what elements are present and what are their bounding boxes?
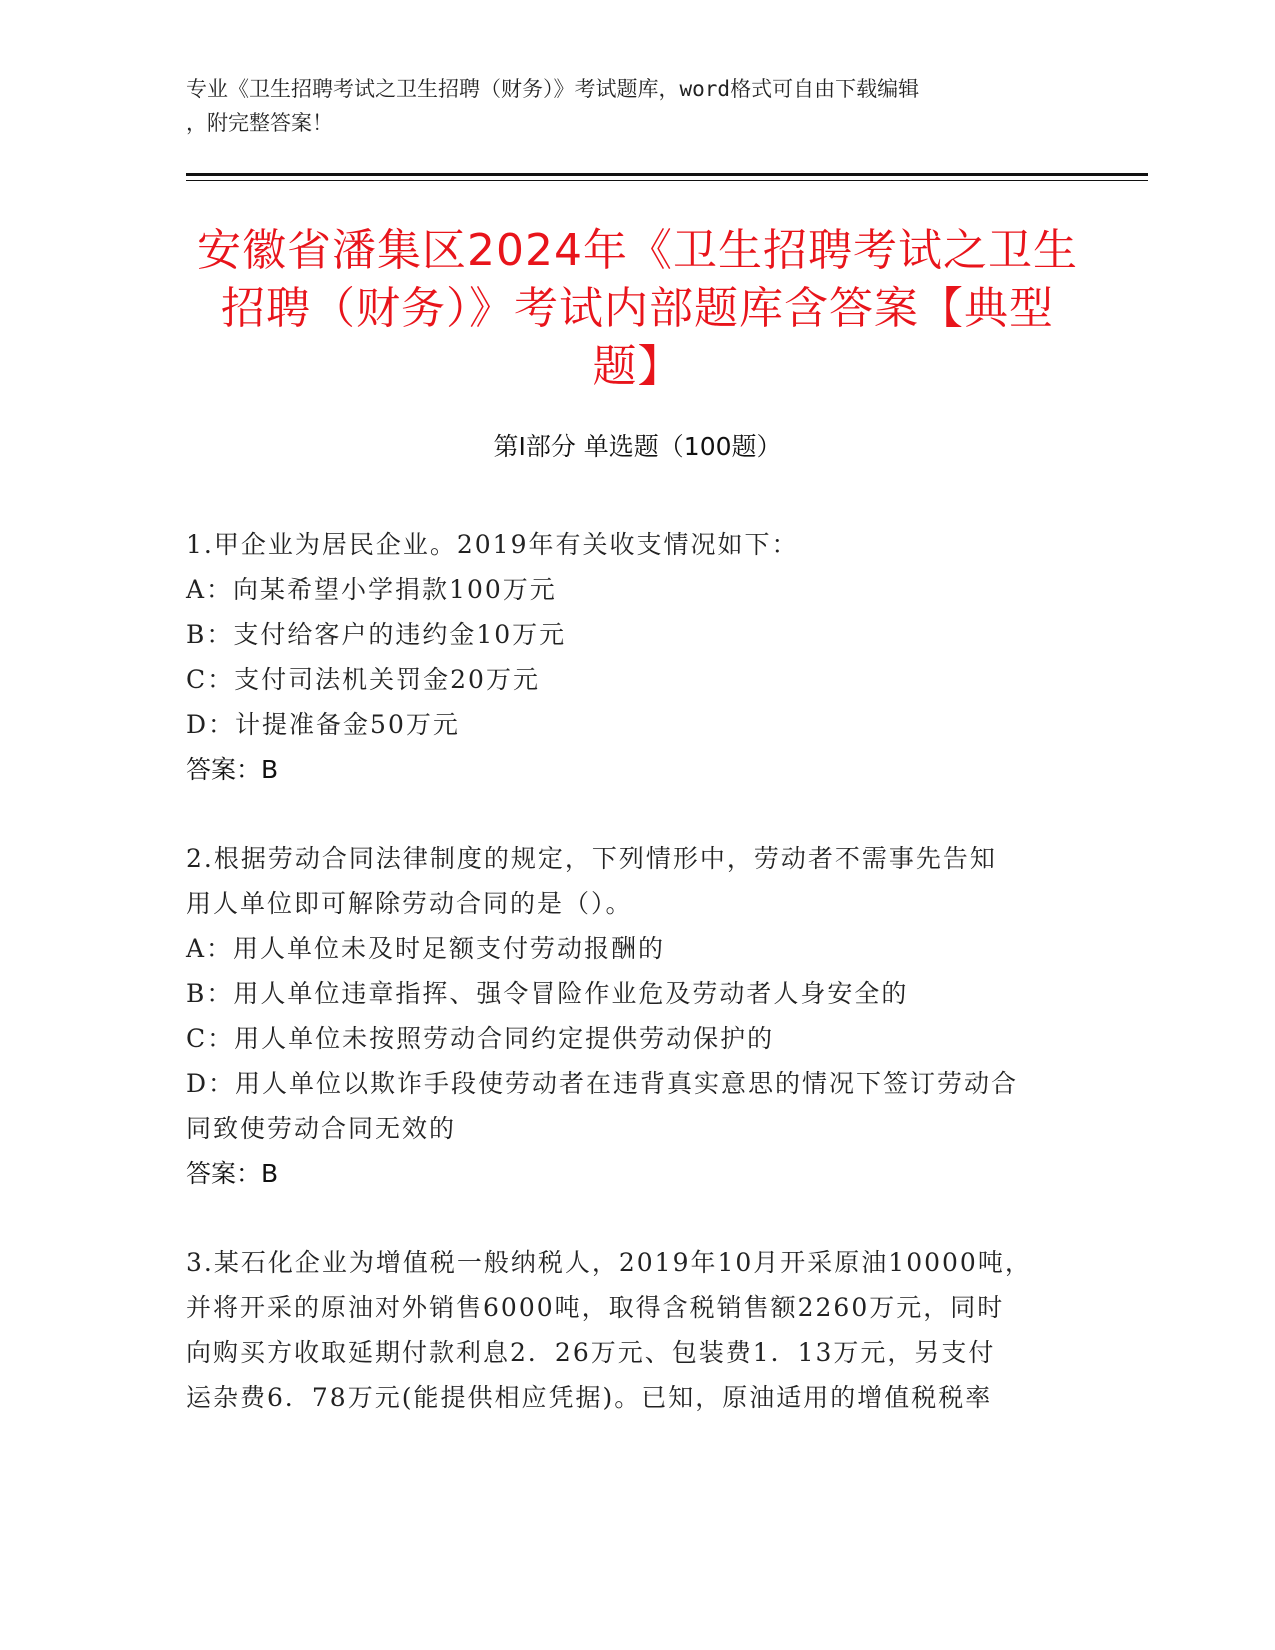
title-line: 题】 — [592, 341, 683, 392]
title-line: 招聘（财务）》考试内部题库含答案【典型 — [221, 283, 1054, 334]
option-a: A：用人单位未及时足额支付劳动报酬的 — [186, 934, 666, 963]
header-note-line: ，附完整答案！ — [186, 111, 333, 135]
header-note — [186, 72, 1066, 140]
question-item — [186, 522, 1066, 792]
title-line: 安徽省潘集区2024年《卫生招聘考试之卫生 — [197, 225, 1078, 276]
question-text: 并将开采的原油对外销售6000吨，取得含税销售额2260万元，同时 — [186, 1293, 1005, 1322]
option-b: B：支付给客户的违约金10万元 — [186, 620, 567, 649]
section-heading: 第I部分 单选题（100题） — [493, 432, 782, 461]
header-note-line: 专业《卫生招聘考试之卫生招聘（财务）》考试题库，word格式可自由下载编辑 — [186, 77, 920, 101]
option-d: D：用人单位以欺诈手段使劳动者在违背真实意思的情况下签订劳动合 — [186, 1069, 1019, 1098]
option-c: C：支付司法机关罚金20万元 — [186, 665, 540, 694]
option-d-continued: 同致使劳动合同无效的 — [186, 1114, 457, 1143]
answer: 答案：B — [186, 1159, 279, 1188]
header-divider-thin — [186, 180, 1148, 181]
question-text: 2.根据劳动合同法律制度的规定，下列情形中，劳动者不需事先告知 — [186, 844, 997, 873]
option-d: D：计提准备金50万元 — [186, 710, 460, 739]
option-b: B：用人单位违章指挥、强令冒险作业危及劳动者人身安全的 — [186, 979, 909, 1008]
answer: 答案：B — [186, 755, 279, 784]
question-text: 用人单位即可解除劳动合同的是（）。 — [186, 889, 633, 918]
question-text: 运杂费6．78万元(能提供相应凭据)。已知，原油适用的增值税税率 — [186, 1383, 993, 1412]
question-item — [186, 1240, 1066, 1420]
option-a: A：向某希望小学捐款100万元 — [186, 575, 557, 604]
header-divider-thick — [186, 173, 1148, 176]
question-text: 向购买方收取延期付款利息2．26万元、包装费1．13万元，另支付 — [186, 1338, 996, 1367]
question-text: 3.某石化企业为增值税一般纳税人，2019年10月开采原油10000吨， — [186, 1248, 1032, 1277]
question-text: 1.甲企业为居民企业。2019年有关收支情况如下： — [186, 530, 799, 559]
question-item — [186, 836, 1066, 1196]
document-title — [150, 222, 1125, 396]
question-list — [186, 522, 1066, 1464]
option-c: C：用人单位未按照劳动合同约定提供劳动保护的 — [186, 1024, 775, 1053]
